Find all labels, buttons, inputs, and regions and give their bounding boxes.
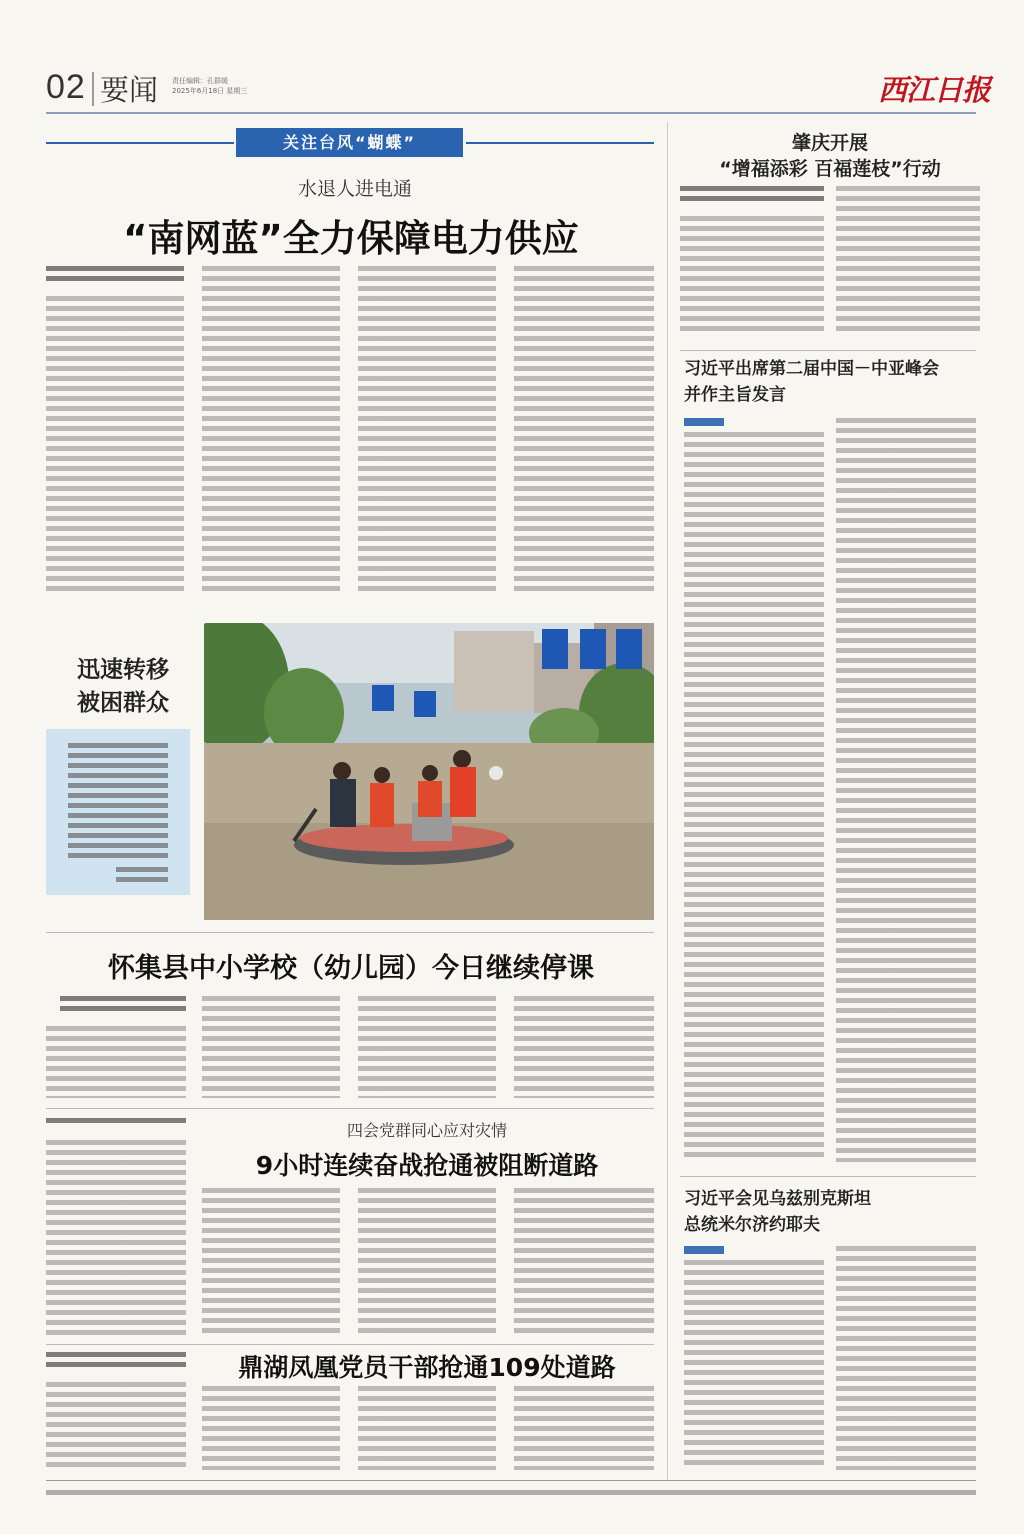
school-text-col-3 — [358, 996, 496, 1098]
flood-rescue-photo — [204, 623, 654, 920]
lead-kicker: 水退人进电通 — [297, 178, 412, 200]
road-byline — [46, 1118, 186, 1128]
road-text-col-3 — [358, 1188, 496, 1336]
road-text-col-1 — [46, 1140, 186, 1336]
page-footer — [46, 1480, 976, 1511]
dinghu-headline: 鼎湖凤凰党员干部抢通109处道路 — [238, 1353, 616, 1382]
school-text-col-2 — [202, 996, 340, 1098]
school-text-col-1 — [46, 1026, 186, 1098]
road-text-col-4 — [514, 1188, 654, 1336]
divider-right-2 — [680, 1176, 976, 1177]
newspaper-logo: 西江日报 — [878, 73, 991, 107]
right-story1-title-line1: 肇庆开展 — [791, 132, 868, 154]
road-text-col-2 — [202, 1188, 340, 1336]
flood-rescue-illustration — [204, 623, 654, 920]
column-divider — [667, 122, 668, 1480]
right-story3-title-line2: 总统米尔济约耶夫 — [684, 1215, 820, 1235]
school-byline — [60, 996, 186, 1016]
banner-rule-left — [46, 142, 234, 144]
dinghu-text-col-1 — [46, 1382, 186, 1470]
right-story1-byline — [680, 186, 824, 206]
right-story2-col-2 — [836, 418, 976, 1162]
right-story2-title-line2: 并作主旨发言 — [684, 385, 786, 405]
divider-dinghu — [46, 1344, 654, 1345]
right-story3-title-line1: 习近平会见乌兹别克斯坦 — [684, 1189, 871, 1209]
right-story3-col-1 — [684, 1260, 824, 1470]
side-title-line-2: 被困群众 — [77, 690, 169, 716]
right-story2-col-1 — [684, 432, 824, 1162]
right-story1-col-1 — [680, 216, 824, 336]
road-kicker: 四会党群同心应对灾情 — [346, 1121, 507, 1140]
divider-road — [46, 1108, 654, 1109]
lead-text-col-4 — [514, 266, 654, 596]
side-title-line-1: 迅速转移 — [77, 657, 169, 683]
banner-rule-right — [466, 142, 654, 144]
section-name: 要闻 — [100, 73, 159, 107]
lead-headline: “南网蓝”全力保障电力供应 — [123, 217, 579, 260]
caption-credit — [116, 867, 168, 887]
xinhua-tag — [684, 418, 724, 426]
page-number: 02 — [46, 68, 86, 106]
divider-right-1 — [680, 350, 976, 351]
footer-info — [46, 1490, 976, 1495]
road-headline: 9小时连续奋战抢通被阻断道路 — [255, 1151, 599, 1180]
lead-byline — [46, 266, 184, 286]
topic-banner: 关注台风“蝴蝶” — [236, 128, 463, 157]
header-rule — [46, 112, 976, 114]
school-text-col-4 — [514, 996, 654, 1098]
dinghu-text-col-4 — [514, 1386, 654, 1470]
right-story1-title-line2: “增福添彩 百福莲枝”行动 — [719, 158, 941, 180]
date-line: 2025年6月18日 星期三 — [172, 87, 248, 95]
editor-line: 责任编辑：孔群媛 — [172, 77, 228, 85]
dinghu-text-col-2 — [202, 1386, 340, 1470]
lead-text-col-2 — [202, 266, 340, 596]
photo-side-title — [58, 654, 188, 720]
divider-school — [46, 932, 654, 933]
xinhua-tag-2 — [684, 1246, 724, 1254]
dinghu-byline — [46, 1352, 186, 1372]
right-story3-col-2 — [836, 1246, 976, 1470]
right-story1-col-2 — [836, 186, 980, 336]
photo-caption-box — [46, 729, 190, 895]
school-headline: 怀集县中小学校（幼儿园）今日继续停课 — [108, 953, 594, 984]
header-divider — [92, 72, 94, 106]
caption-text — [68, 743, 168, 863]
header-meta — [172, 76, 247, 96]
right-story2-title-line1: 习近平出席第二届中国－中亚峰会 — [684, 359, 939, 379]
dinghu-text-col-3 — [358, 1386, 496, 1470]
lead-text-col-3 — [358, 266, 496, 596]
lead-text-col-1 — [46, 296, 184, 596]
